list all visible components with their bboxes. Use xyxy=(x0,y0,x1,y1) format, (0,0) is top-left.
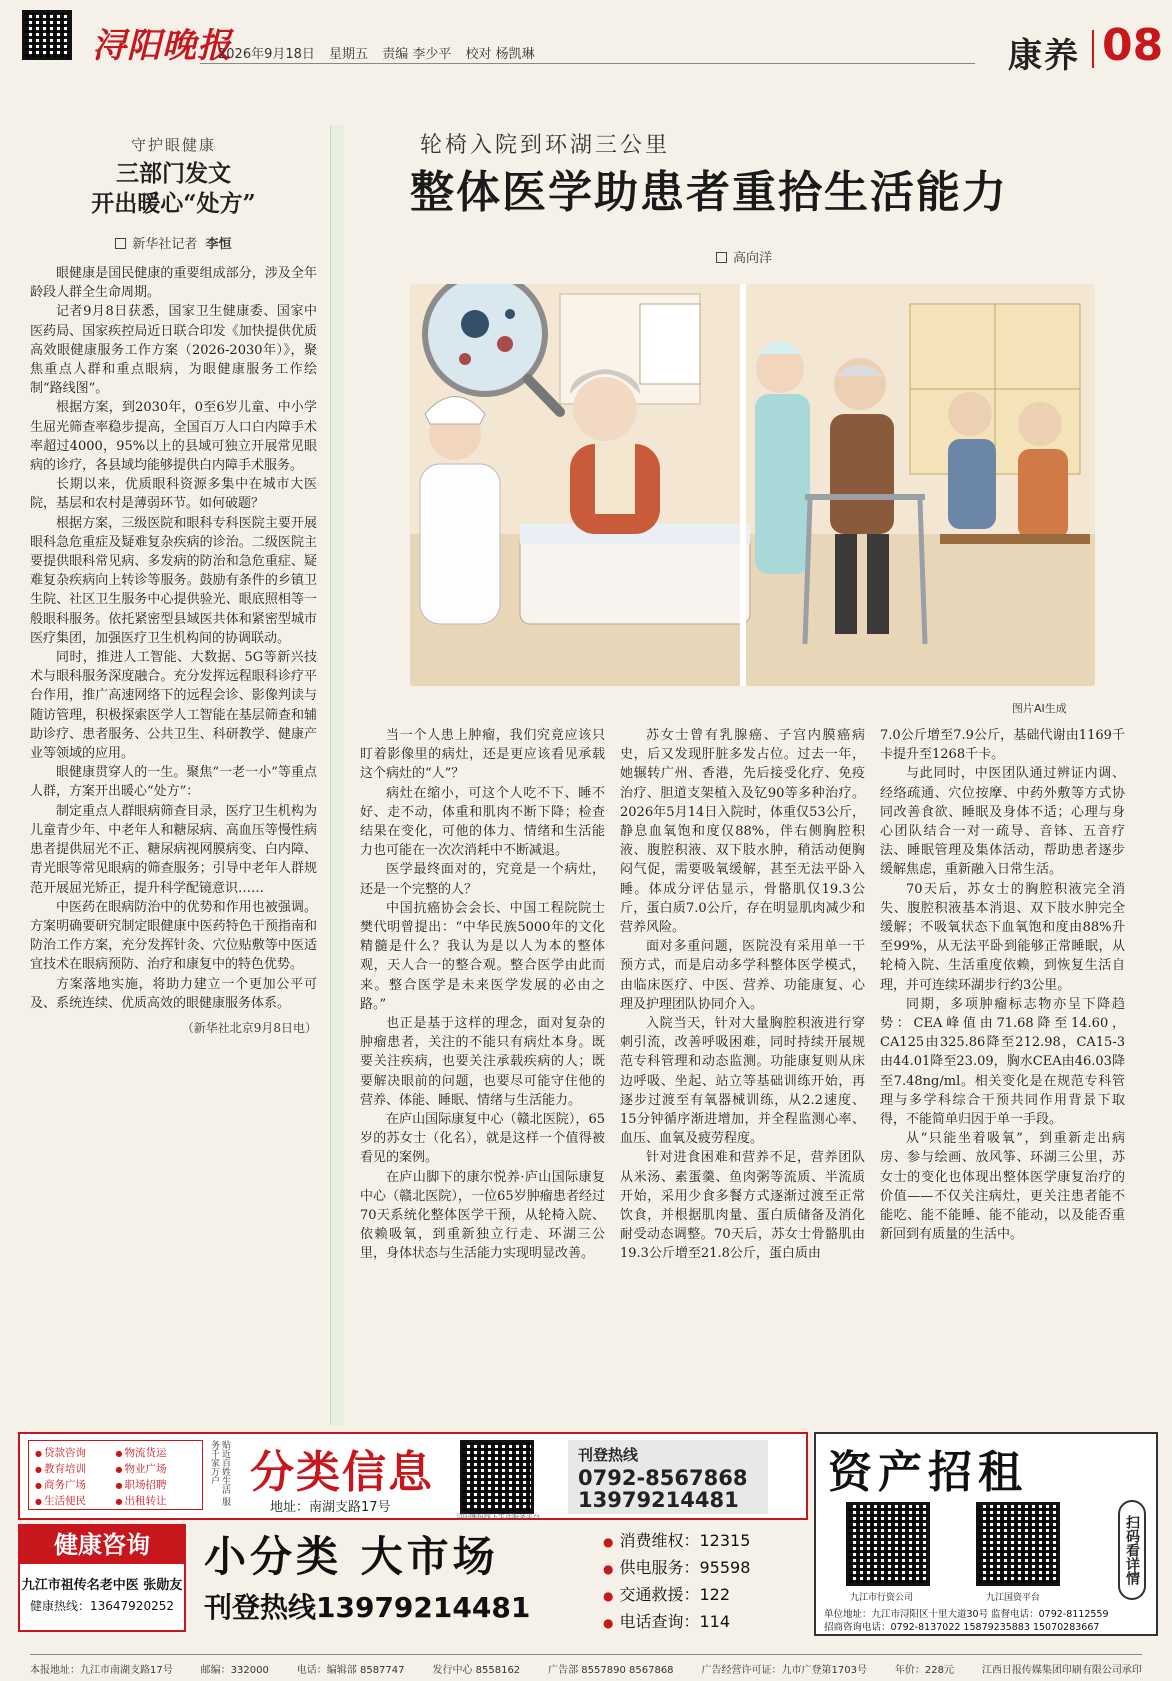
small-classified-hotline[interactable]: 刊登热线13979214481 xyxy=(204,1591,531,1624)
health-consult-phone[interactable]: 健康热线：13647920252 xyxy=(30,1599,174,1613)
left-body xyxy=(30,264,317,1013)
hotline-box xyxy=(568,1440,768,1514)
image-credit: 图片AI生成 xyxy=(1012,702,1067,715)
article-paragraph: 苏女士曾有乳腺癌、子宫内膜癌病史，后又发现肝脏多发占位。过去一年，她辗转广州、香港，先后接受化疗、免疫治疗、胆道支架植入及钇90等多种治疗。2026年5月14日入院时，体重仅53公斤，静息血氧饱和度仅88%，伴右侧胸腔积液、腹腔积液、双下肢水肿，稍活动便胸闷气促，需要吸氧缓解，甚至无法平卧入睡。体成分评估显示，骨骼肌仅19.3公斤，蛋白质7.0公斤，存在明显肌肉减少和营养风险。 xyxy=(620,728,865,936)
left-paragraph: 记者9月8日获悉，国家卫生健康委、国家中医药局、国家疾控局近日联合印发《加快提供优质高效眼健康服务工作方案（2026-2030年）》，聚焦重点人群和重点眼病，为眼健康服务工作绘制“路线图”。 xyxy=(30,304,317,397)
qr-code-icon[interactable] xyxy=(846,1502,930,1586)
footer-phone: 电话：编辑部 8587747 xyxy=(296,1665,405,1676)
left-headline-line2: 开出暖心“处方” xyxy=(91,190,256,217)
service-number-item[interactable]: ● 电话查询：114 xyxy=(603,1609,803,1636)
article-paragraph: 入院当天，针对大量胸腔积液进行穿刺引流，改善呼吸困难，同时持续开展规范专科管理和动态监测。功能康复则从床边呼吸、坐起、站立等基础训练开始，再逐步过渡至有氧器械训练，从2.2速度、15分钟循序渐进增加，并全程监测心率、血压、血氧及疲劳程度。 xyxy=(620,1016,865,1147)
classified-ad[interactable] xyxy=(18,1432,808,1520)
service-number-item[interactable]: ● 供电服务：95598 xyxy=(603,1555,803,1582)
footer-ad-dept: 广告部 8557890 8567868 xyxy=(548,1665,674,1676)
left-paragraph: 长期以来，优质眼科资源多集中在城市大医院，基层和农村是薄弱环节。如何破题？ xyxy=(30,477,317,512)
qr-code-icon[interactable] xyxy=(22,10,72,60)
article-paragraph: 70天后，苏女士的胸腔积液完全消失、腹腔积液基本消退、双下肢水肿完全缓解；不吸氧状态下血氧饱和度由88%升至99%，从无法平卧到能够正常睡眠，从轮椅入院、生活重度依赖，到恢复生活自理，并可连续环湖步行约3公里。 xyxy=(880,881,1125,993)
ad-slogan: 贴近百姓生活 服务千家万户 xyxy=(209,1440,230,1506)
classified-title: 分类信息 xyxy=(250,1447,434,1498)
ad-category-item[interactable]: ● 生活便民 xyxy=(35,1493,116,1508)
qr-code-icon[interactable] xyxy=(976,1502,1060,1586)
article-paragraph: 面对多重问题，医院没有采用单一干预方式，而是启动多学科整体医学模式，由临床医疗、中医、营养、功能康复、心理及护理团队协同介入。 xyxy=(620,939,865,1012)
article-paragraph: 在庐山国际康复中心（赣北医院），65岁的苏女士（化名），就是这样一个值得被看见的案例。 xyxy=(360,1112,605,1166)
left-paragraph: 同时，推进人工智能、大数据、5G等新兴技术与眼科服务深度融合。充分发挥远程眼科诊疗平台作用，推广高速网络下的远程会诊、影像判读与随访管理，积极探索医学人工智能在基层筛查和辅助诊疗、患者服务、公共卫生、科研教学、健康产业等领域的应用。 xyxy=(30,650,317,762)
article-paragraph: 病灶在缩小，可这个人吃不下、睡不好、走不动，体重和肌肉不断下降；检查结果在变化，可他的体力、情绪和生活能力也可能在一次次消耗中不断减退。 xyxy=(360,785,605,859)
article-paragraph: 针对进食困难和营养不足，营养团队从米汤、素蛋羹、鱼肉粥等流质、半流质开始，采用少食多餐方式逐渐过渡至正常饮食，并根据肌肉量、蛋白质储备及消化耐受动态调整。70天后，苏女士骨骼肌由19.3公斤增至21.8公斤，蛋白质由 xyxy=(620,1150,865,1262)
page-number: 08 xyxy=(1102,20,1164,71)
footer-price: 年价：228元 xyxy=(894,1665,954,1676)
article-paragraph: 也正是基于这样的理念，面对复杂的肿瘤患者，关注的不能只有病灶本身。既要关注疾病，也要关注承载疾病的人；既要解决眼前的问题，也要尽可能守住他的营养、体能、睡眠、情绪与生活能力。 xyxy=(360,1016,605,1108)
ad-category-item[interactable]: ● 出租转让 xyxy=(116,1493,197,1508)
advertisement-area xyxy=(18,1432,1158,1647)
footer-printer: 江西日报传媒集团印刷有限公司承印 xyxy=(981,1665,1142,1676)
article-paragraph: 在庐山脚下的康尔悦养·庐山国际康复中心（赣北医院），一位65岁肿瘤患者经过70天系统化整体医学干预，从轮椅入院、依赖吸氧，到重新独立行走、环湖三公里，身体状态与生活能力实现明显改善。 xyxy=(360,1169,605,1262)
left-kicker: 守护眼健康 xyxy=(130,136,216,154)
article-paragraph: 7.0公斤增至7.9公斤，基础代谢由1169千卡提升至1268千卡。 xyxy=(880,728,1125,763)
article-paragraph: 同期，多项肿瘤标志物亦呈下降趋势：CEA峰值由71.68降至14.60，CA125由325.86降至212.98，CA15-3由44.01降至23.09，胸水CEA由46.03降至7.48ng/ml。相关变化是在规范专科管理与多学科综合干预共同作用背景下取得，不能简单归因于单一手段。 xyxy=(880,996,1125,1128)
main-headline: 整体医学助患者重拾生活能力 xyxy=(410,167,1008,218)
article-paragraph: 与此同时，中医团队通过辨证内调、经络疏通、穴位按摩、中药外敷等方式协同改善食欲、睡眠及身体不适；心理与身心团队结合一对一疏导、音钵、五音疗法、睡眠管理及集体活动，帮助患者逐步缓解焦虑，重新融入日常生活。 xyxy=(880,766,1125,878)
small-classified-title: 小分类 大市场 xyxy=(204,1532,499,1581)
ad-category-item[interactable]: ● 贷款咨询 xyxy=(35,1445,116,1460)
section-name: 康养 xyxy=(1008,36,1080,76)
ad-category-list xyxy=(28,1440,203,1510)
page-header xyxy=(0,0,1172,100)
qr-code-icon[interactable] xyxy=(460,1440,534,1514)
section-separator xyxy=(1092,30,1094,68)
classified-address: 地址：南湖支路17号 xyxy=(270,1500,391,1515)
health-consult-title: 健康咨询 xyxy=(20,1526,184,1564)
article-column-1 xyxy=(360,726,605,1426)
column-divider xyxy=(330,125,344,1425)
editor-credit: 责编 李少平 xyxy=(382,47,452,62)
left-byline-name: 李恒 xyxy=(205,237,232,252)
footer-license: 广告经营许可证：九市广登第1703号 xyxy=(701,1665,867,1676)
lease-unit-address: 单位地址：九江市浔阳区十里大道30号 监督电话：0792-8112559 xyxy=(824,1609,1109,1620)
left-paragraph: 根据方案，到2030年，0至6岁儿童、中小学生屈光筛查率稳步提高，全国百万人口白内障手术率超过4000，95%以上的县域可独立开展常见眼病的诊疗，各县域均能够提供白内障手术服务。 xyxy=(30,400,317,474)
service-number-item[interactable]: ● 交通救援：122 xyxy=(603,1582,803,1609)
left-signoff: （新华社北京9月8日电） xyxy=(181,1020,317,1035)
left-paragraph: 制定重点人群眼病筛查目录，医疗卫生机构为儿童青少年、中老年人和糖尿病、高血压等慢性病患者提供屈光不正、糖尿病视网膜病变、白内障、青光眼等常见眼病的筛查服务；引导中老年人群规范开展屈光矫正，提升科学配镜意识…… xyxy=(30,803,317,896)
masthead-logo: 浔阳晚报 xyxy=(92,26,232,66)
lease-scan-label: 扫码看详情 xyxy=(1118,1500,1146,1600)
header-rule xyxy=(200,63,975,64)
left-paragraph: 中医药在眼病防治中的优势和作用也被强调。方案明确要研究制定眼健康中医药特色干预指南和防治工作方案，充分发挥针灸、穴位贴敷等中医适宜技术在眼病预防、治疗和康复中的特色优势。 xyxy=(30,899,317,973)
asset-lease-ad[interactable] xyxy=(814,1432,1158,1636)
ad-category-item[interactable]: ● 教育培训 xyxy=(35,1461,116,1476)
hospital-rehab-illustration xyxy=(410,284,1095,686)
footer-distribution: 发行中心 8558162 xyxy=(432,1665,521,1676)
service-number-item[interactable]: ● 消费维权：12315 xyxy=(603,1528,803,1555)
article-paragraph: 从“只能坐着吸氧”，到重新走出病房、参与绘画、放风筝、环湖三公里，苏女士的变化也体现出整体医学康复治疗的价值——不仅关注病灶，更关注患者能不能吃、能不能睡、能不能动，以及能否重新回到有质量的生活中。 xyxy=(880,1131,1125,1243)
article-illustration xyxy=(410,284,1095,686)
lease-contact-info xyxy=(824,1608,1109,1634)
article-paragraph: 医学最终面对的，究竟是一个病灶，还是一个完整的人？ xyxy=(360,862,605,897)
dateline xyxy=(218,43,545,62)
lease-title: 资产招租 xyxy=(828,1447,1028,1498)
lease-qr1-caption: 九江市行资公司 xyxy=(850,1593,914,1603)
article-column-2 xyxy=(620,726,865,1426)
article-paragraph: 中国抗癌协会会长、中国工程院院士樊代明曾提出：“中华民族5000年的文化精髓是什么？我认为是以人为本的整体观，天人合一的整合观。整合医学由此而来。整合医学是未来医学发展的必由之路。” xyxy=(360,900,605,1012)
left-article xyxy=(30,134,317,1414)
left-headline-line1: 三部门发文 xyxy=(116,160,231,187)
page-footer xyxy=(30,1654,1142,1676)
lease-qr2-caption: 九江国资平台 xyxy=(986,1593,1041,1603)
hotline-phone-2[interactable]: 13979214481 xyxy=(578,1488,739,1512)
hotline-phone-1[interactable]: 0792-8567868 xyxy=(578,1466,748,1490)
hotline-label: 刊登热线 xyxy=(578,1446,639,1464)
left-paragraph: 方案落地实施，将助力建立一个更加公平可及、系统连续、优质高效的眼健康服务体系。 xyxy=(30,976,317,1011)
footer-postcode: 邮编：332000 xyxy=(200,1665,269,1676)
main-article-body xyxy=(360,726,1130,1426)
main-kicker: 轮椅入院到环湖三公里 xyxy=(420,133,671,158)
ad-category-item[interactable]: ● 物流货运 xyxy=(116,1445,197,1460)
article-paragraph: 当一个人患上肿瘤，我们究竟应该只盯着影像里的病灶，还是更应该看见承载这个病灶的“人”？ xyxy=(360,728,605,782)
footer-address: 本报地址：九江市南湖支路17号 xyxy=(30,1665,173,1676)
issue-weekday: 星期五 xyxy=(329,47,369,62)
left-paragraph: 眼健康贯穿人的一生。聚焦“一老一小”等重点人群，方案开出暖心“处方”： xyxy=(30,765,317,800)
ad-category-item[interactable]: ● 职场招聘 xyxy=(116,1477,197,1492)
left-headline xyxy=(30,159,317,219)
byline-box-icon xyxy=(716,252,727,263)
lease-contact-phones: 招商咨询电话：0792-8137022 15879235883 15070283667 xyxy=(824,1622,1100,1633)
main-byline: 高向洋 xyxy=(716,247,772,266)
issue-date: 2026年9月18日 xyxy=(218,47,315,62)
qr-caption: 浔阳晚报线下生活服务平台 xyxy=(456,1513,540,1521)
ad-category-item[interactable]: ● 物业广场 xyxy=(116,1461,197,1476)
health-consult-ad[interactable] xyxy=(18,1524,186,1632)
health-consult-doctor: 九江市祖传名老中医 张勋友 xyxy=(21,1578,183,1593)
small-classified-ad xyxy=(196,1524,596,1632)
left-paragraph: 根据方案，三级医院和眼科专科医院主要开展眼科急危重症及疑难复杂疾病的诊治。二级医院主要提供眼科常见病、多发病的防治和急危重症、疑难复杂疾病向上转诊等服务。鼓励有条件的乡镇卫生院、社区卫生服务中心提供验光、眼底照相等一般眼科服务。依托紧密型县域医共体和紧密型城市医疗集团，加强医疗卫生机构间的协调联动。 xyxy=(30,515,317,646)
byline-box-icon xyxy=(115,238,126,249)
proofreader-credit: 校对 杨凯琳 xyxy=(465,47,535,62)
left-byline: 新华社记者 李恒 xyxy=(30,233,317,252)
left-paragraph: 眼健康是国民健康的重要组成部分，涉及全年龄段人群全生命周期。 xyxy=(30,266,317,301)
article-column-3 xyxy=(880,726,1125,1426)
ad-category-item[interactable]: ● 商务广场 xyxy=(35,1477,116,1492)
public-service-numbers xyxy=(603,1528,803,1636)
